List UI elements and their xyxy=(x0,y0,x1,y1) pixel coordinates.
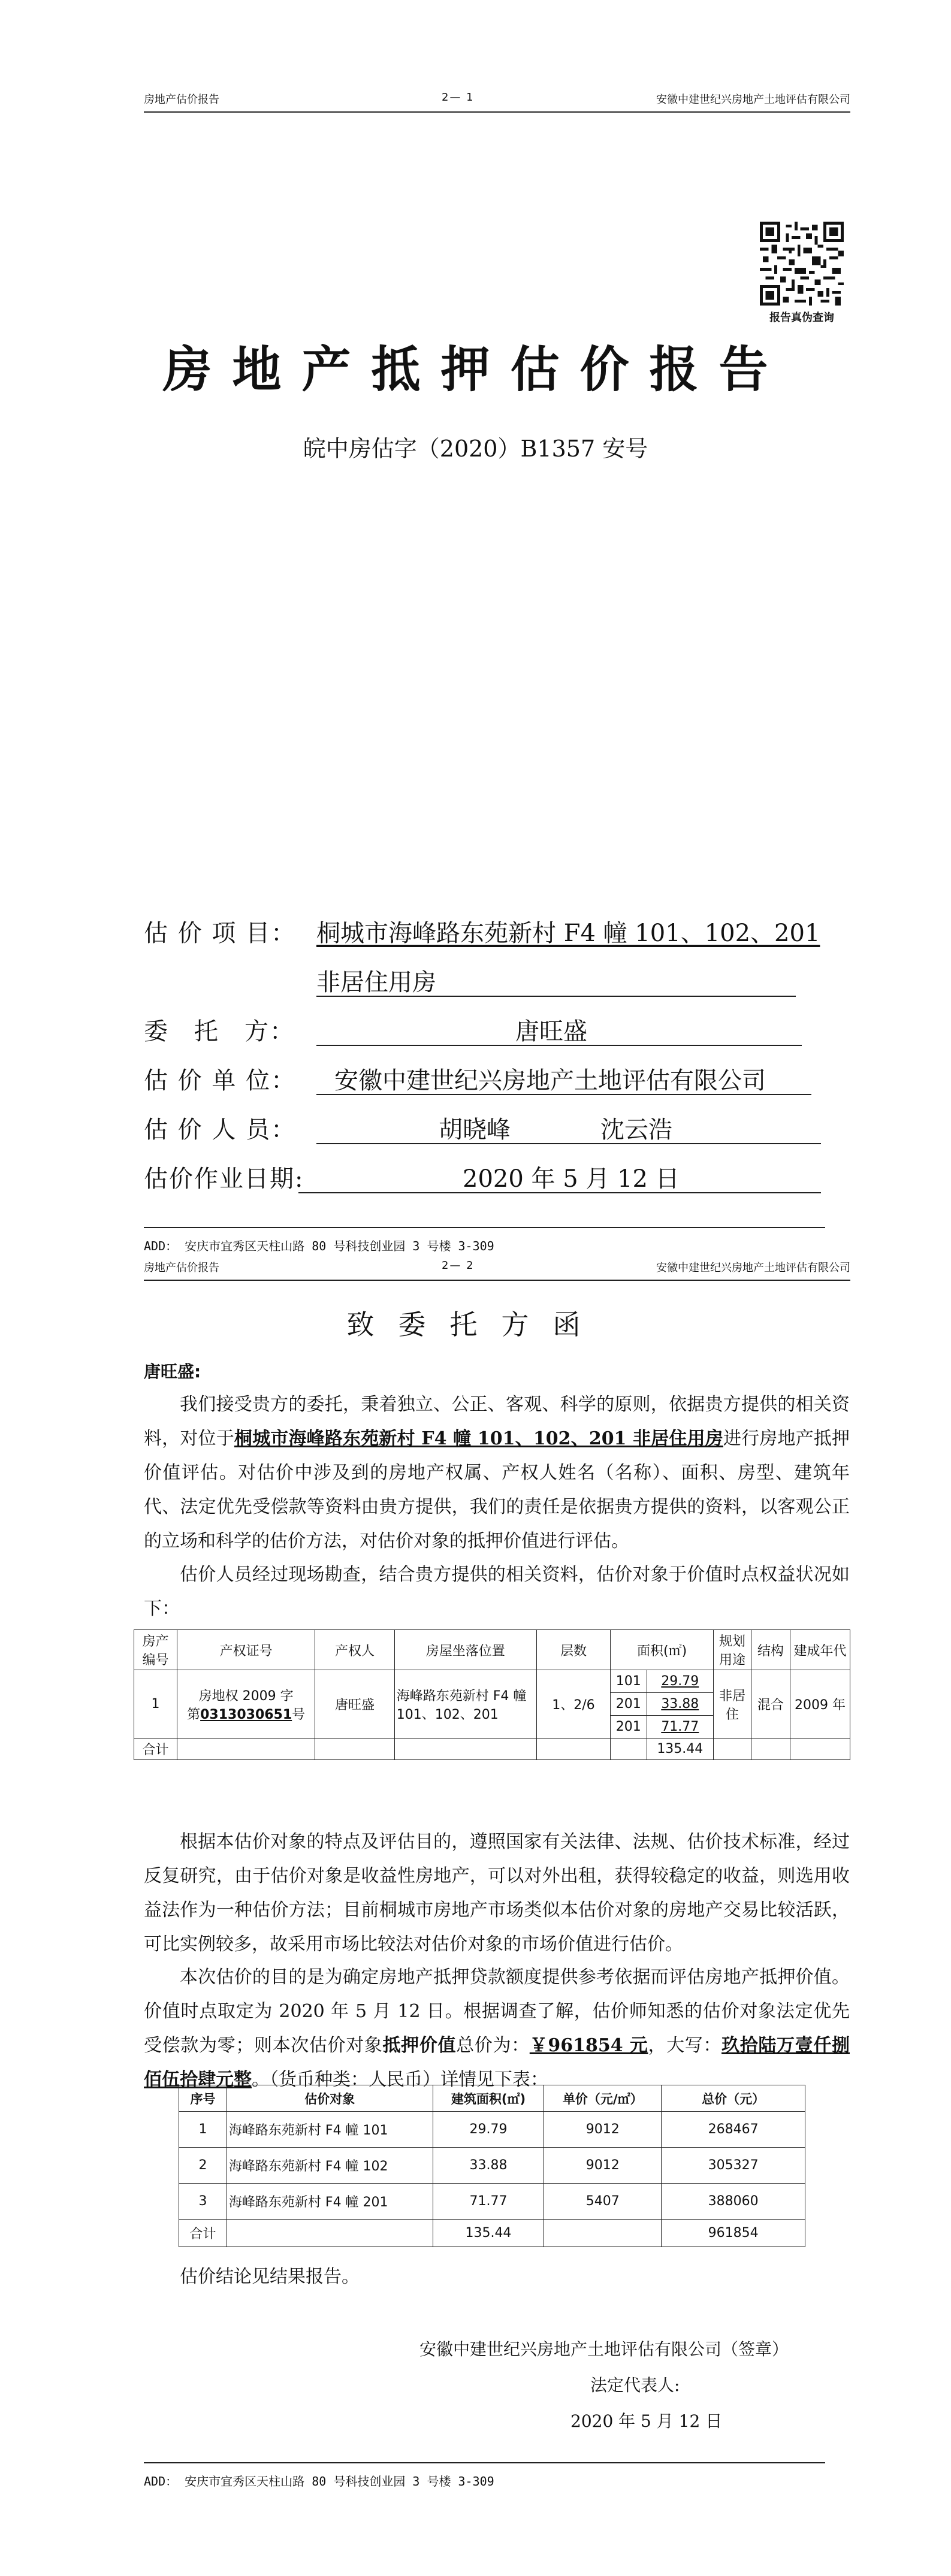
header-left: 房地产估价报告 xyxy=(144,1262,219,1274)
paragraph-2 xyxy=(144,1558,850,1626)
paragraph-1 xyxy=(144,1387,850,1558)
p4-amount-words: 玖拾陆万壹仟捌佰伍拾肆元整 xyxy=(144,2035,850,2090)
th-cert: 产权证号 xyxy=(177,1630,315,1670)
cell-use: 非居住 xyxy=(714,1670,751,1739)
cell-no: 3 xyxy=(179,2184,227,2220)
valuers-label: 估 价 人 员： xyxy=(144,1116,297,1144)
paragraph-5 xyxy=(144,2260,850,2294)
cell-total-value: 961854 xyxy=(662,2220,805,2247)
cell-year: 2009 年 xyxy=(790,1670,850,1739)
table-row xyxy=(134,1670,850,1693)
p5-text: 估价结论见结果报告。 xyxy=(180,2266,360,2287)
th-structure: 结构 xyxy=(751,1630,790,1670)
cell-location: 海峰路东苑新村 F4 幢 101、102、201 xyxy=(394,1670,536,1739)
th-area: 面积(㎡) xyxy=(611,1630,714,1670)
cell-cert xyxy=(177,1670,315,1739)
p4-text-a: 本次估价的目的是为确定房地产抵押贷款额度提供参考依据而评估房地产抵押价值。价值时点取定为 2020 年 5 月 12 日。根据调查了解，估价师知悉的估价对象法定优先受偿款为零；则本次估价对象 xyxy=(144,1967,850,2056)
cell-unit: 101 xyxy=(611,1670,647,1693)
report-title: 房地产抵押估价报告 xyxy=(162,341,789,398)
table-total-row xyxy=(134,1739,850,1760)
header-company: 安徽中建世纪兴房地产土地评估有限公司 xyxy=(656,93,850,106)
cell-total-area: 135.44 xyxy=(433,2220,544,2247)
cell-structure: 混合 xyxy=(751,1670,790,1739)
header-company: 安徽中建世纪兴房地产土地评估有限公司 xyxy=(656,1262,850,1274)
page1-footer xyxy=(144,1227,825,1254)
p1-text-c: 进行房地产抵押价值评估。对估价中涉及到的房地产权属、产权人姓名（名称）、面积、房型、建筑年代、法定优先受偿款等资料由贵方提供，我们的责任是依据贵方提供的资料，以客观公正的立场和科学的估价方法，对估价对象的抵押价值进行评估。 xyxy=(144,1428,850,1552)
th-floors: 层数 xyxy=(536,1630,610,1670)
qr-caption: 报告真伪查询 xyxy=(769,312,834,324)
p4-mortgage-value: 抵押价值 xyxy=(382,2035,457,2056)
cell-price: 9012 xyxy=(544,2112,662,2148)
cert-line-b: 第 xyxy=(187,1707,201,1722)
cell-area: 33.88 xyxy=(647,1693,714,1716)
cell-total-label: 合计 xyxy=(134,1739,177,1760)
cell-area: 71.77 xyxy=(647,1716,714,1739)
cell-total: 388060 xyxy=(662,2184,805,2220)
cell-price: 5407 xyxy=(544,2184,662,2220)
p4-text-e: 。（货币种类：人民币）详情见下表： xyxy=(252,2069,548,2090)
footer-address: ADD： 安庆市宜秀区天柱山路 80 号科技创业园 3 号楼 3-309 xyxy=(144,2474,494,2489)
table-header-row xyxy=(134,1630,850,1670)
th-no: 房产编号 xyxy=(134,1630,177,1670)
table-total-row xyxy=(179,2220,805,2247)
p4-text-d: ，大写： xyxy=(648,2035,722,2056)
cell-unit: 201 xyxy=(611,1716,647,1739)
cell-total-label: 合计 xyxy=(179,2220,227,2247)
paragraph-4 xyxy=(144,1960,850,2097)
cell-area: 29.79 xyxy=(433,2112,544,2148)
report-number: 皖中房估字（2020）B1357 安号 xyxy=(303,436,648,462)
cell-no: 1 xyxy=(179,2112,227,2148)
header-page-number: 2— 1 xyxy=(442,91,475,104)
property-table xyxy=(134,1629,850,1760)
cell-total-area: 135.44 xyxy=(647,1739,714,1760)
th-price: 单价（元/㎡） xyxy=(544,2085,662,2112)
p4-text-c: 总价为： xyxy=(456,2035,530,2056)
footer-address: ADD： 安庆市宜秀区天柱山路 80 号科技创业园 3 号楼 3-309 xyxy=(144,1239,494,1253)
client-label: 委 托 方： xyxy=(144,1018,295,1045)
th-year: 建成年代 xyxy=(790,1630,850,1670)
cell-unit: 201 xyxy=(611,1693,647,1716)
page1-header xyxy=(144,87,850,113)
cell-total: 268467 xyxy=(662,2112,805,2148)
p1-text-a: 我们接受贵方的委托，秉着独立、公正、客观、科学的原则，依据贵方提供的相关资料，对位于 xyxy=(144,1394,850,1449)
page2-footer xyxy=(144,2462,825,2489)
page2-header xyxy=(144,1256,850,1281)
paragraph-3 xyxy=(144,1825,850,1961)
th-use: 规划用途 xyxy=(714,1630,751,1670)
date-value: 2020 年 5 月 12 日 xyxy=(463,1165,680,1193)
date-label: 估价作业日期: xyxy=(144,1165,304,1193)
valuer-1: 胡晓峰 xyxy=(439,1116,511,1144)
cell-area: 71.77 xyxy=(433,2184,544,2220)
table-row xyxy=(179,2148,805,2184)
signature-representative: 法定代表人: xyxy=(590,2375,680,2395)
th-object: 估价对象 xyxy=(227,2085,433,2112)
table-row xyxy=(179,2112,805,2148)
cell-area: 29.79 xyxy=(647,1670,714,1693)
p2-text: 估价人员经过现场勘查，结合贵方提供的相关资料，估价对象于价值时点权益状况如下： xyxy=(144,1564,850,1619)
cell-object: 海峰路东苑新村 F4 幢 101 xyxy=(227,2112,433,2148)
unit-label: 估 价 单 位： xyxy=(144,1067,297,1095)
th-owner: 产权人 xyxy=(315,1630,395,1670)
p1-property: 桐城市海峰路东苑新村 F4 幢 101、102、201 非居住用房 xyxy=(234,1428,723,1449)
cell-floors: 1、2/6 xyxy=(536,1670,610,1739)
cell-no: 2 xyxy=(179,2148,227,2184)
cell-price: 9012 xyxy=(544,2148,662,2184)
header-page-number: 2— 2 xyxy=(442,1259,475,1272)
valuer-2: 沈云浩 xyxy=(600,1116,672,1144)
cell-no: 1 xyxy=(134,1670,177,1739)
table-row xyxy=(179,2184,805,2220)
cell-area: 33.88 xyxy=(433,2148,544,2184)
valuation-table xyxy=(179,2085,805,2247)
project-value-line2: 非居住用房 xyxy=(316,969,436,996)
qr-code-icon[interactable] xyxy=(760,222,844,306)
salutation: 唐旺盛: xyxy=(144,1362,201,1381)
cert-line-a: 房地权 2009 字 xyxy=(198,1688,294,1704)
cert-line-c: 号 xyxy=(292,1707,306,1722)
cell-object: 海峰路东苑新村 F4 幢 201 xyxy=(227,2184,433,2220)
cell-object: 海峰路东苑新村 F4 幢 102 xyxy=(227,2148,433,2184)
signature-date: 2020 年 5 月 12 日 xyxy=(570,2411,723,2431)
table-header-row xyxy=(179,2085,805,2112)
project-label: 估 价 项 目： xyxy=(144,920,297,947)
cell-owner: 唐旺盛 xyxy=(315,1670,395,1739)
signature-company: 安徽中建世纪兴房地产土地评估有限公司（签章） xyxy=(419,2339,789,2359)
cert-number: 0313030651 xyxy=(200,1707,292,1722)
header-left: 房地产估价报告 xyxy=(144,93,219,106)
p4-amount: ￥961854 元 xyxy=(529,2035,648,2056)
p3-text: 根据本估价对象的特点及评估目的，遵照国家有关法律、法规、估价技术标准，经过反复研究，由于估价对象是收益性房地产，可以对外出租，获得较稳定的收益，则选用收益法作为一种估价方法；目前桐城市房地产市场类似本估价对象的房地产交易比较活跃，可比实例较多，故采用市场比较法对估价对象的市场价值进行估价。 xyxy=(144,1831,850,1955)
cell-total: 305327 xyxy=(662,2148,805,2184)
th-total: 总价（元） xyxy=(662,2085,805,2112)
th-area: 建筑面积(㎡) xyxy=(433,2085,544,2112)
unit-value: 安徽中建世纪兴房地产土地评估有限公司 xyxy=(334,1067,766,1095)
project-value-line1: 桐城市海峰路东苑新村 F4 幢 101、102、201 xyxy=(316,920,820,947)
th-location: 房屋坐落位置 xyxy=(394,1630,536,1670)
client-value: 唐旺盛 xyxy=(515,1018,587,1045)
th-no: 序号 xyxy=(179,2085,227,2112)
letter-title: 致委托方函 xyxy=(346,1308,605,1341)
